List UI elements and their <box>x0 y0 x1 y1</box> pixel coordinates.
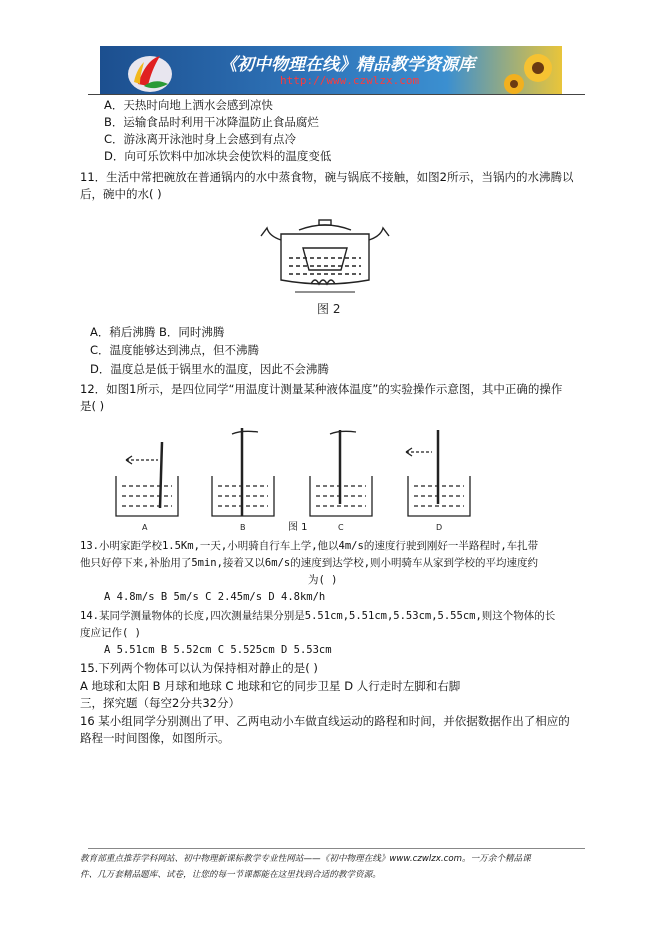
section-3-heading: 三，探究题（每空2分共32分） <box>80 696 240 710</box>
banner-url[interactable]: http://www.czwlzx.com <box>280 74 420 87</box>
figure-2-steaming-pot <box>255 218 395 320</box>
figure-1-caption: 图 1 <box>288 522 308 533</box>
q11-stem-line1: 11．生活中常把碗放在普通锅内的水中蒸食物，碗与锅底不接触，如图2所示，当锅内的水沸腾以 <box>80 170 574 184</box>
q14-options: A 5.51cm B 5.52cm C 5.525cm D 5.53cm <box>104 644 332 656</box>
header-banner <box>100 46 562 94</box>
q15-stem: 15.下列两个物体可以认为保持相对静止的是( ) <box>80 661 318 675</box>
figure-1-label-c: C <box>338 523 344 532</box>
q14-line1: 14.某同学测量物体的长度,四次测量结果分别是5.51cm,5.51cm,5.53cm,5.55cm,则这个物体的长 <box>80 610 556 622</box>
footer-line1: 教育部重点推荐学科网站、初中物理新课标教学专业性网站——《初中物理在线》www.czwlzx.com。一万余个精品课 <box>80 854 531 864</box>
q13-line3: 为( ) <box>308 574 338 586</box>
footer-line2: 件、几万套精品题库、试卷，让您的每一节课都能在这里找到合适的教学资源。 <box>80 870 381 880</box>
q12-stem-line1: 12．如图1所示，是四位同学“用温度计测量某种液体温度”的实验操作示意图，其中正确的操作 <box>80 382 563 396</box>
q13-options: A 4.8m/s B 5m/s C 2.45m/s D 4.8km/h <box>104 591 326 603</box>
q10-option-c: C．游泳离开泳池时身上会感到有点冷 <box>104 132 297 146</box>
q11-option-d: D．温度总是低于锅里水的温度，因此不会沸腾 <box>90 362 329 376</box>
q10-option-a: A．天热时向地上洒水会感到凉快 <box>104 98 273 112</box>
q10-option-b: B．运输食品时利用干冰降温防止食品腐烂 <box>104 115 319 129</box>
figure-1-label-d: D <box>436 523 443 532</box>
q15-options: A 地球和太阳 B 月球和地球 C 地球和它的同步卫星 D 人行走时左脚和右脚 <box>80 679 461 693</box>
q11-stem-line2: 后，碗中的水( ) <box>80 187 162 201</box>
figure-1-label-b: B <box>240 523 246 532</box>
q12-stem-line2: 是( ) <box>80 399 105 413</box>
q16-line2: 路程一时间图像，如图所示。 <box>80 731 230 745</box>
q11-option-c: C．温度能够达到沸点，但不沸腾 <box>90 343 260 357</box>
figure-2-caption: 图 2 <box>317 302 341 316</box>
header-rule <box>88 94 585 95</box>
q14-line2: 度应记作( ) <box>80 627 141 639</box>
q13-line2: 他只好停下来,补胎用了5min,接着又以6m/s的速度到达学校,则小明骑车从家到学校的平均速度约 <box>80 557 539 569</box>
footer-rule <box>88 848 585 849</box>
figure-1-label-a: A <box>142 523 148 532</box>
q16-line1: 16 某小组同学分别测出了甲、乙两电动小车做直线运动的路程和时间，并依据数据作出了相应的 <box>80 714 570 728</box>
banner-title: 《初中物理在线》精品教学资源库 <box>220 55 475 75</box>
q13-line1: 13.小明家距学校1.5Km,一天,小明骑自行车上学,他以4m/s的速度行驶到刚好一半路程时,车扎带 <box>80 540 539 552</box>
q10-option-d: D．向可乐饮料中加冰块会使饮料的温度变低 <box>104 149 332 163</box>
q11-options-ab: A．稍后沸腾 B．同时沸腾 <box>90 325 225 339</box>
